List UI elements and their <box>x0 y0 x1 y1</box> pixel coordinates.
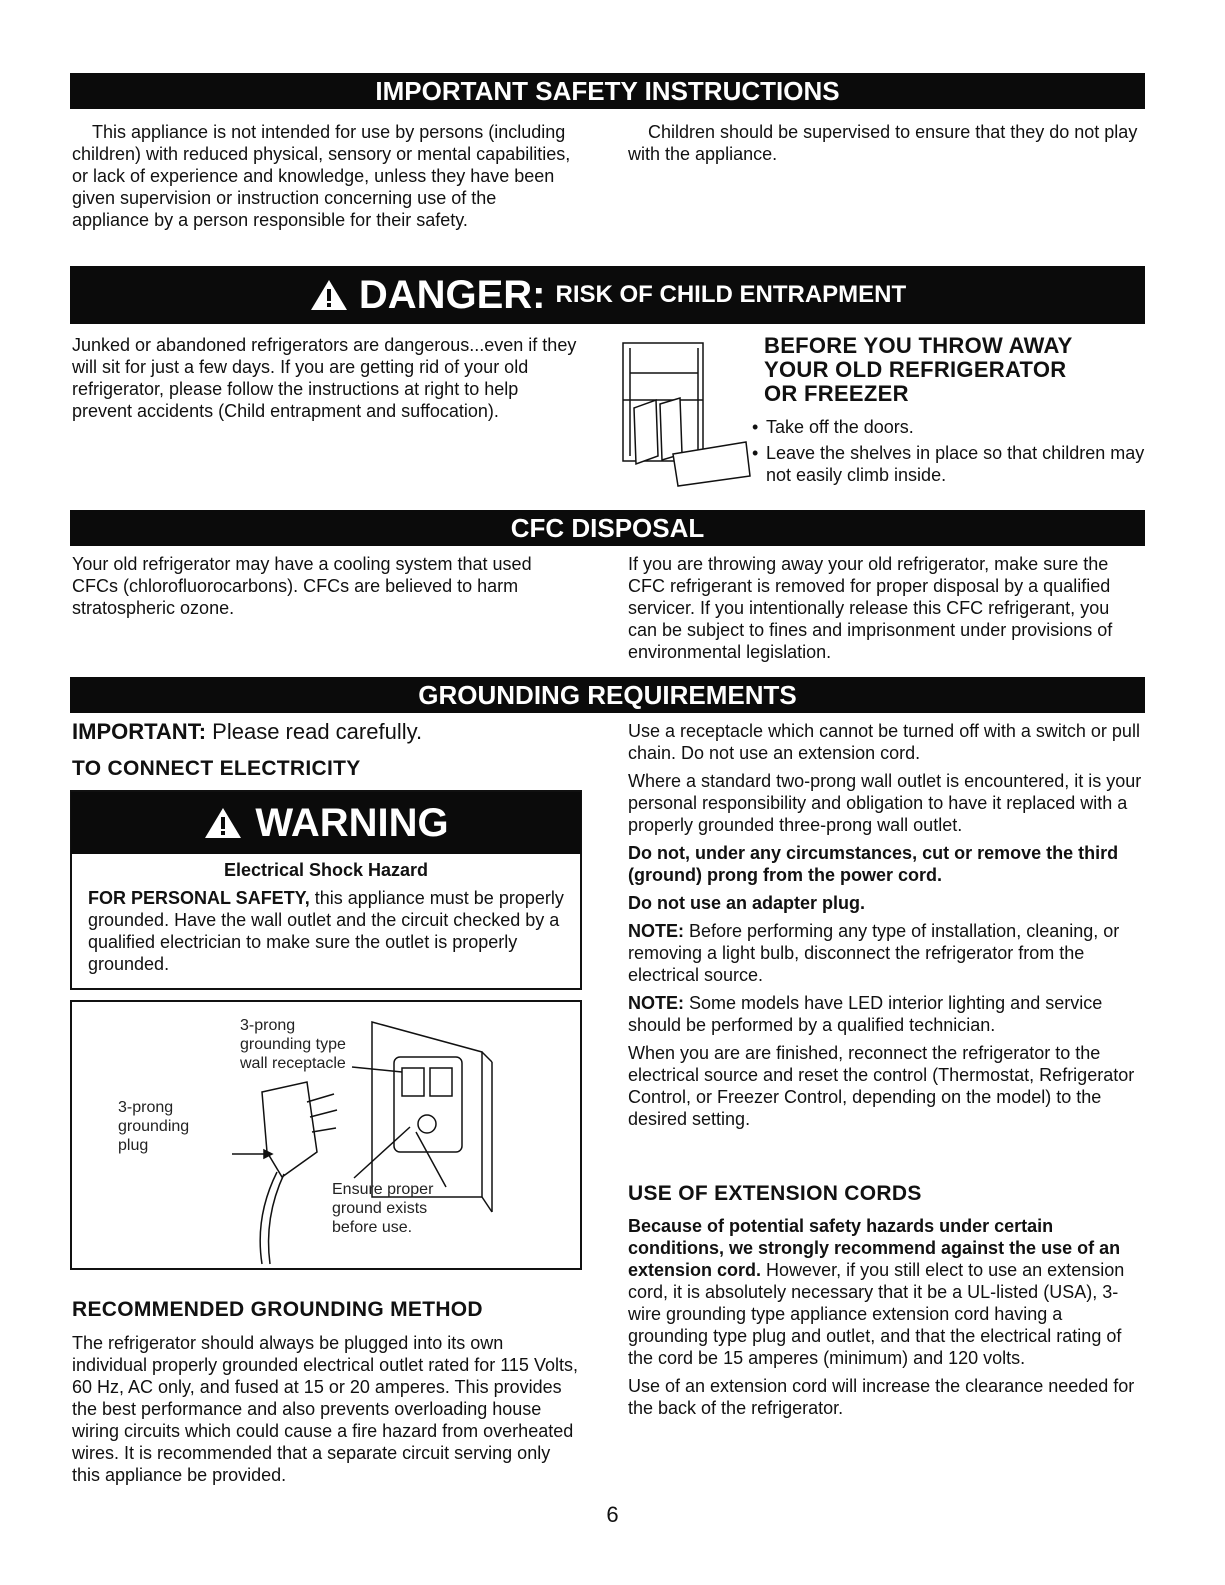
danger-subtitle: RISK OF CHILD ENTRAPMENT <box>555 281 907 308</box>
warning-subtitle: Electrical Shock Hazard <box>223 860 429 880</box>
important-line <box>72 719 422 745</box>
ensure-ground-label: Ensure proper ground exists before use. <box>332 1181 434 1236</box>
note-led: NOTE: Some models have LED interior lighting and service should be performed by a qualified technician. <box>628 993 1103 1035</box>
cfc-left-text: Your old refrigerator may have a cooling system that used CFCs (chlorofluorocarbons). CFCs are believed to harm stratospheric ozone. <box>72 554 532 618</box>
danger-heading: BEFORE YOU THROW AWAY YOUR OLD REFRIGERATOR OR FREEZER <box>764 333 1073 406</box>
grounding-right-column <box>628 720 1143 1136</box>
extension-heading: USE OF EXTENSION CORDS <box>628 1182 922 1205</box>
extension-column <box>628 1215 1143 1425</box>
danger-word: DANGER: <box>358 272 546 317</box>
method-heading: RECOMMENDED GROUNDING METHOD <box>72 1298 483 1321</box>
bullet-take-off-doors: • Take off the doors. <box>752 416 1152 438</box>
danger-banner <box>70 266 1145 324</box>
grounding-banner: GROUNDING REQUIREMENTS <box>70 677 1145 713</box>
bullet-leave-shelves: • Leave the shelves in place so that children may not easily climb inside. <box>752 442 1152 486</box>
page-number: 6 <box>606 1502 619 1527</box>
plug-label: 3-prong grounding plug <box>118 1099 190 1154</box>
cfc-right-text: If you are throwing away your old refrigerator, make sure the CFC refrigerant is removed for proper disposal by a qualified servicer. If you intentionally release this CFC refrigerant, you can be subject to fines and imprisonment under provisions of environmental legislation. <box>628 554 1113 662</box>
extension-text: Because of potential safety hazards under certain conditions, we strongly recommend against the use of an extension cord. However, if you still elect to use an extension cord, it is absolutely necessary that it be a UL-listed (USA), 3-wire grounding type appliance extension cord having a grounding type plug and outlet, and that the electrical rating of the cord be 15 amperes (minimum) and 120 volts. <box>628 1216 1125 1368</box>
danger-left-text: Junked or abandoned refrigerators are dangerous...even if they will sit for just a few days. If you are getting rid of your old refrigerator, please follow the instructions at right to help prevent accidents (Child entrapment and suffocation). <box>72 335 577 421</box>
connect-heading: TO CONNECT ELECTRICITY <box>72 757 361 780</box>
note-disconnect: NOTE: Before performing any type of installation, cleaning, or removing a light bulb, disconnect the refrigerator from the electrical source. <box>628 921 1120 985</box>
warning-header <box>71 792 581 854</box>
receptacle-label: 3-prong grounding type wall receptacle <box>240 1017 346 1072</box>
method-text: The refrigerator should always be plugged into its own individual properly grounded electrical outlet rated for 115 Volts, 60 Hz, AC only, and fused at 15 or 20 amperes. This provides the best performance and also prevents overloading house wiring circuits which could cause a fire hazard from overheated wires. It is recommended that a separate circuit serving only this appliance be provided. <box>72 1333 578 1485</box>
receptacle-text: Use a receptacle which cannot be turned off with a switch or pull chain. Do not use an extension cord. <box>628 721 1140 763</box>
warning-triangle-icon <box>203 806 243 840</box>
warning-title: WARNING <box>255 800 449 845</box>
warning-triangle-icon <box>309 278 349 312</box>
reconnect-text: When you are are finished, reconnect the refrigerator to the electrical source and reset the control (Thermostat, Refrigerator Control, or Freezer Control, depending on the model) to the desired setting. <box>628 1043 1135 1129</box>
safety-right-text: Children should be supervised to ensure that they do not play with the appliance. <box>628 122 1138 164</box>
safety-banner: IMPORTANT SAFETY INSTRUCTIONS <box>70 73 1145 109</box>
adapter-warning: Do not use an adapter plug. <box>628 893 866 913</box>
two-prong-text: Where a standard two-prong wall outlet is encountered, it is your personal responsibility and obligation to have it replaced with a properly grounded three-prong wall outlet. <box>628 771 1142 835</box>
open-refrigerator-illustration <box>618 338 758 488</box>
cfc-banner: CFC DISPOSAL <box>70 510 1145 546</box>
safety-left-text: This appliance is not intended for use by persons (including children) with reduced physical, sensory or mental capabilities, or lack of experience and knowledge, unless they have been given supervision or instruction concerning use of the appliance by a person responsible for their safety. <box>72 122 571 230</box>
important-label: IMPORTANT: <box>72 719 207 744</box>
ground-prong-warning: Do not, under any circumstances, cut or remove the third (ground) prong from the power cord. <box>628 843 1119 885</box>
warning-body: FOR PERSONAL SAFETY, this appliance must be properly grounded. Have the wall outlet and the circuit checked by a qualified electrician to make sure the outlet is properly grounded. <box>88 888 564 974</box>
important-text: Please read carefully. <box>212 719 423 744</box>
extension-clearance-text: Use of an extension cord will increase the clearance needed for the back of the refrigerator. <box>628 1376 1135 1418</box>
danger-bullets <box>752 416 1152 490</box>
grounding-diagram <box>70 1000 582 1270</box>
warning-box <box>70 790 582 990</box>
